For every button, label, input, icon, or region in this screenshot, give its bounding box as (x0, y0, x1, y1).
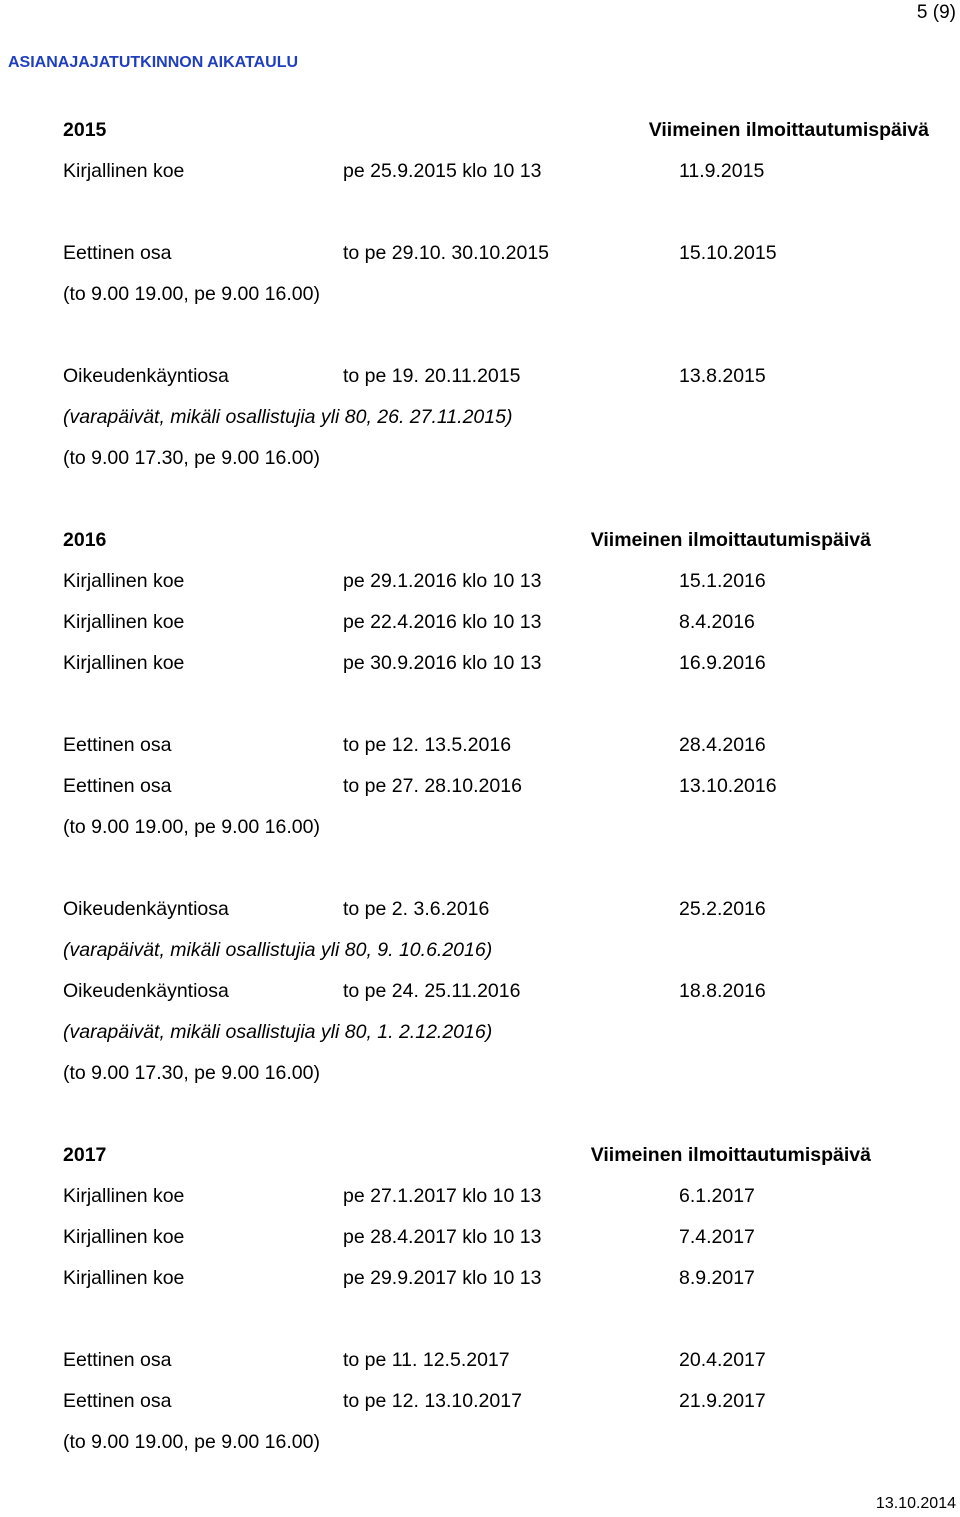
registration-deadline: 20.4.2017 (679, 1349, 766, 1371)
registration-deadline: 7.4.2017 (679, 1226, 755, 1248)
schedule-row (63, 643, 953, 684)
exam-date: pe 29.9.2017 klo 10 13 (343, 1267, 542, 1289)
exam-part: Oikeudenkäyntiosa (63, 980, 229, 1002)
schedule-row (63, 233, 953, 274)
schedule-row (63, 1340, 953, 1381)
exam-part: Kirjallinen koe (63, 1185, 185, 1207)
schedule-row (63, 561, 953, 602)
schedule-note (63, 930, 953, 971)
exam-part: Eettinen osa (63, 1390, 172, 1412)
document-title: ASIANAJAJATUTKINNON AIKATAULU (8, 54, 299, 71)
schedule-note (63, 274, 953, 315)
registration-deadline: 16.9.2016 (679, 652, 766, 674)
registration-deadline: 11.9.2015 (679, 160, 765, 182)
registration-deadline: 13.10.2016 (679, 775, 777, 797)
exam-part: Kirjallinen koe (63, 160, 185, 182)
schedule-row (63, 889, 953, 930)
schedule-note (63, 438, 953, 479)
exam-date: to pe 19. 20.11.2015 (343, 365, 521, 387)
reserve-days-note: (varapäivät, mikäli osallistujia yli 80, 26. 27.11.2015) (63, 406, 513, 428)
schedule-note (63, 1422, 953, 1463)
schedule-note (63, 397, 953, 438)
exam-date: to pe 2. 3.6.2016 (343, 898, 490, 920)
year-heading-2015 (63, 110, 953, 151)
schedule-row (63, 602, 953, 643)
schedule-note (63, 1053, 953, 1094)
schedule-row (63, 356, 953, 397)
exam-part: Eettinen osa (63, 242, 172, 264)
schedule (63, 110, 953, 1463)
exam-part: Eettinen osa (63, 775, 172, 797)
deadline-heading: Viimeinen ilmoittautumispäivä (590, 529, 871, 551)
time-note: (to 9.00 19.00, pe 9.00 16.00) (63, 283, 320, 305)
year-label: 2015 (63, 119, 107, 141)
exam-date: pe 29.1.2016 klo 10 13 (343, 570, 542, 592)
registration-deadline: 15.1.2016 (679, 570, 766, 592)
year-heading-2017 (63, 1135, 953, 1176)
deadline-heading: Viimeinen ilmoittautumispäivä (590, 1144, 871, 1166)
exam-date: pe 22.4.2016 klo 10 13 (343, 611, 542, 633)
time-note: (to 9.00 17.30, pe 9.00 16.00) (63, 447, 320, 469)
exam-date: to pe 27. 28.10.2016 (343, 775, 522, 797)
page-number: 5 (9) (916, 2, 956, 23)
exam-date: to pe 24. 25.11.2016 (343, 980, 521, 1002)
time-note: (to 9.00 17.30, pe 9.00 16.00) (63, 1062, 320, 1084)
exam-date: to pe 12. 13.10.2017 (343, 1390, 522, 1412)
registration-deadline: 28.4.2016 (679, 734, 766, 756)
schedule-row (63, 766, 953, 807)
exam-date: pe 30.9.2016 klo 10 13 (343, 652, 542, 674)
schedule-row (63, 1217, 953, 1258)
exam-part: Kirjallinen koe (63, 1226, 185, 1248)
registration-deadline: 8.9.2017 (679, 1267, 755, 1289)
registration-deadline: 13.8.2015 (679, 365, 766, 387)
footer-date: 13.10.2014 (875, 1495, 956, 1512)
exam-date: to pe 12. 13.5.2016 (343, 734, 512, 756)
exam-part: Kirjallinen koe (63, 570, 185, 592)
year-heading-2016 (63, 520, 953, 561)
exam-date: to pe 29.10. 30.10.2015 (343, 242, 550, 264)
time-note: (to 9.00 19.00, pe 9.00 16.00) (63, 816, 320, 838)
schedule-note (63, 807, 953, 848)
schedule-row (63, 151, 953, 192)
exam-part: Eettinen osa (63, 734, 172, 756)
exam-date: pe 27.1.2017 klo 10 13 (343, 1185, 542, 1207)
schedule-row (63, 1381, 953, 1422)
exam-part: Oikeudenkäyntiosa (63, 898, 229, 920)
exam-part: Oikeudenkäyntiosa (63, 365, 229, 387)
schedule-row (63, 1176, 953, 1217)
schedule-row (63, 725, 953, 766)
registration-deadline: 21.9.2017 (679, 1390, 766, 1412)
exam-part: Kirjallinen koe (63, 611, 185, 633)
year-label: 2016 (63, 529, 107, 551)
exam-part: Kirjallinen koe (63, 652, 185, 674)
schedule-row (63, 1258, 953, 1299)
reserve-days-note: (varapäivät, mikäli osallistujia yli 80, 9. 10.6.2016) (63, 939, 493, 961)
registration-deadline: 15.10.2015 (679, 242, 777, 264)
registration-deadline: 8.4.2016 (679, 611, 755, 633)
reserve-days-note: (varapäivät, mikäli osallistujia yli 80, 1. 2.12.2016) (63, 1021, 493, 1043)
exam-date: pe 28.4.2017 klo 10 13 (343, 1226, 542, 1248)
exam-part: Kirjallinen koe (63, 1267, 185, 1289)
registration-deadline: 6.1.2017 (679, 1185, 755, 1207)
exam-part: Eettinen osa (63, 1349, 172, 1371)
registration-deadline: 25.2.2016 (679, 898, 766, 920)
exam-date: pe 25.9.2015 klo 10 13 (343, 160, 542, 182)
time-note: (to 9.00 19.00, pe 9.00 16.00) (63, 1431, 320, 1453)
schedule-row (63, 971, 953, 1012)
deadline-heading: Viimeinen ilmoittautumispäivä (648, 119, 929, 141)
registration-deadline: 18.8.2016 (679, 980, 766, 1002)
exam-date: to pe 11. 12.5.2017 (343, 1349, 510, 1371)
schedule-note (63, 1012, 953, 1053)
year-label: 2017 (63, 1144, 107, 1166)
